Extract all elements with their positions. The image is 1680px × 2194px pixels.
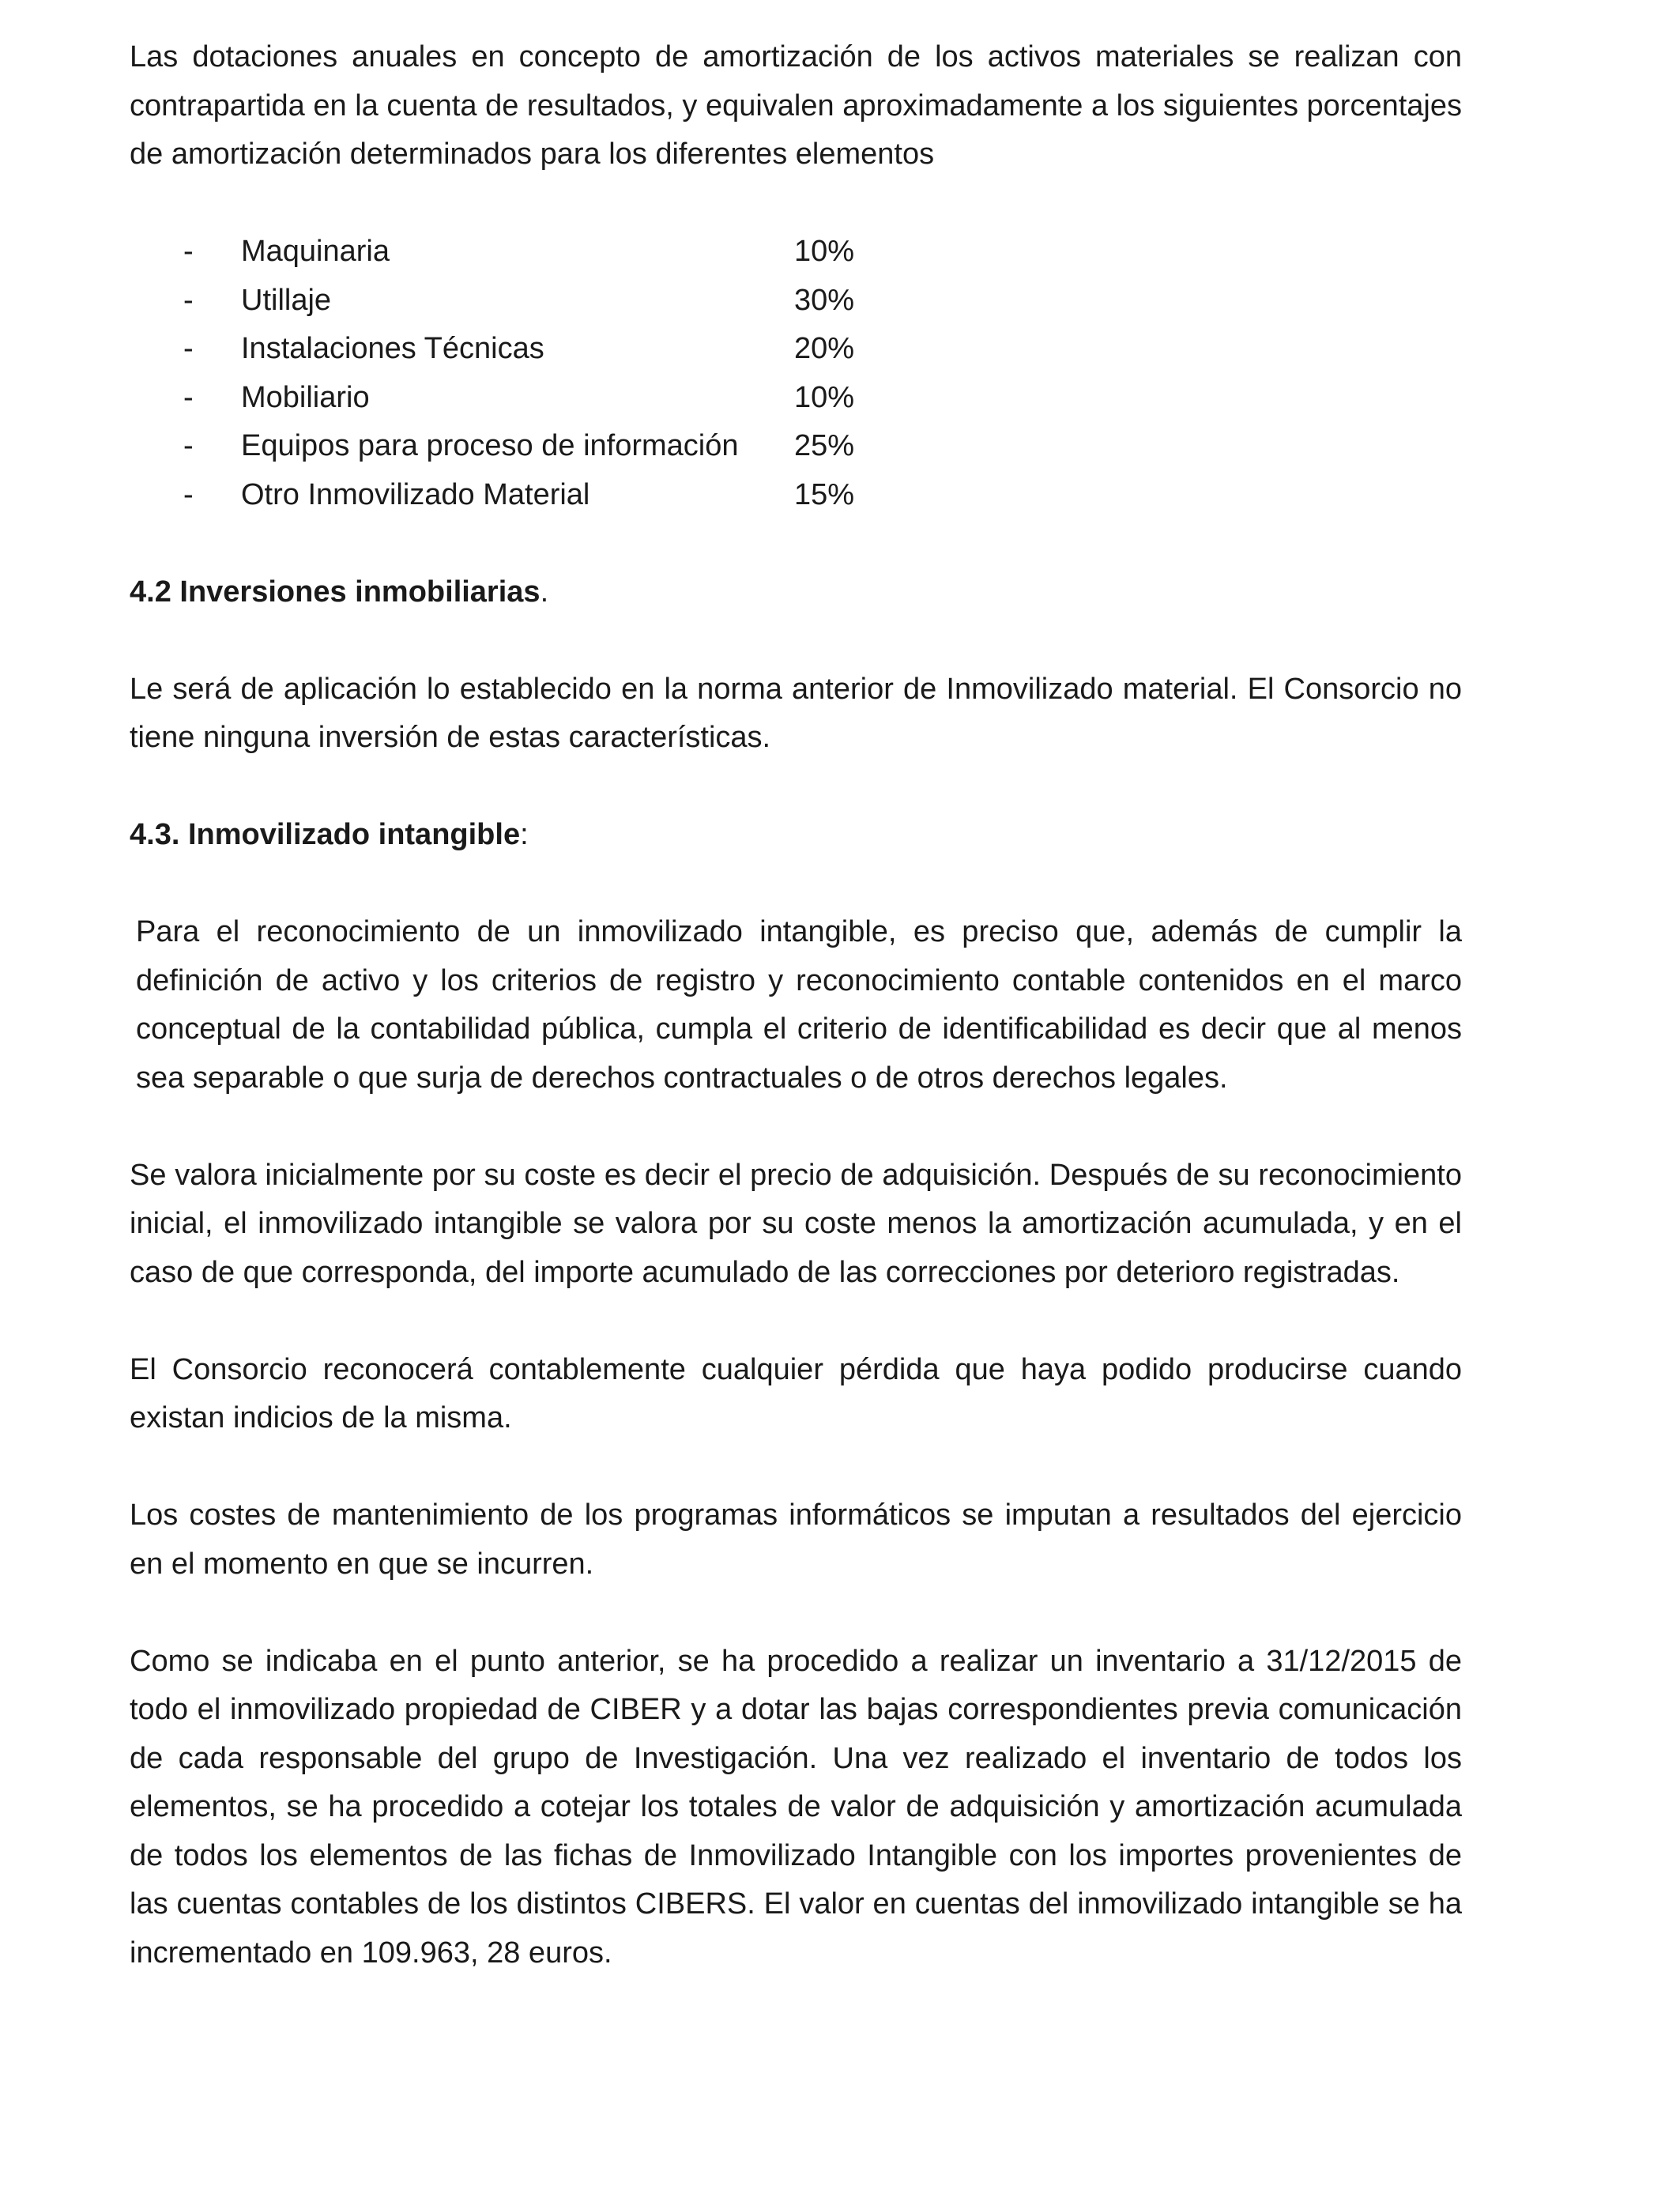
- list-item: [130, 471, 1462, 520]
- section-heading-text: 4.2 Inversiones inmobiliarias: [130, 575, 541, 609]
- list-item: [130, 374, 1462, 423]
- depreciation-rate: 10%: [794, 380, 855, 414]
- spacer: [130, 763, 1462, 812]
- spacer: [130, 1443, 1462, 1492]
- section-heading: [130, 811, 1462, 860]
- depreciation-rate: 10%: [794, 235, 855, 268]
- asset-category-label: Otro Inmovilizado Material: [241, 477, 590, 511]
- list-bullet: -: [183, 380, 194, 414]
- asset-category-label: Mobiliario: [241, 380, 370, 414]
- section-heading: [130, 568, 1462, 617]
- spacer: [130, 519, 1462, 568]
- spacer: [130, 860, 1462, 909]
- list-bullet: -: [183, 235, 194, 268]
- depreciation-rate: 30%: [794, 283, 855, 317]
- depreciation-rate: 15%: [794, 477, 855, 511]
- paragraph: Se valora inicialmente por su coste es decir el precio de adquisición. Después de su reconocimiento inicial, el inmovilizado intangible se valora por su coste menos la amortización acumulada, y en el caso de que corresponda, del importe acumulado de las correcciones por deterioro registradas.: [130, 1158, 1462, 1289]
- asset-category-label: Equipos para proceso de información: [241, 429, 739, 462]
- section-heading-text: 4.3. Inmovilizado intangible: [130, 818, 521, 851]
- paragraph: Como se indicaba en el punto anterior, se ha procedido a realizar un inventario a 31/12/2015 de todo el inmovilizado propiedad de CIBER y a dotar las bajas correspondientes previa comunicación de cada responsable del grupo de Investigación. Una vez realizado el inventario de todos los elementos, se ha procedido a cotejar los totales de valor de adquisición y amortización acumulada de todos los elementos de las fichas de Inmovilizado Intangible con los importes provenientes de las cuentas contables de los distintos CIBERS. El valor en cuentas del inmovilizado intangible se ha incrementado en 109.963, 28 euros.: [130, 1644, 1462, 1970]
- spacer: [130, 616, 1462, 665]
- spacer: [130, 179, 1462, 228]
- list-item: [130, 325, 1462, 374]
- document-page: [130, 33, 1462, 1977]
- section-heading-punctuation: .: [540, 575, 549, 609]
- list-bullet: -: [183, 283, 194, 317]
- section-heading-punctuation: :: [520, 818, 529, 851]
- list-bullet: -: [183, 477, 194, 511]
- list-item: [130, 277, 1462, 326]
- paragraph: Los costes de mantenimiento de los programas informáticos se imputan a resultados del ejercicio en el momento en que se incurren.: [130, 1498, 1462, 1581]
- depreciation-rate-list: [130, 228, 1462, 519]
- asset-category-label: Instalaciones Técnicas: [241, 332, 544, 365]
- intro-paragraph: Las dotaciones anuales en concepto de amortización de los activos materiales se realizan con contrapartida en la cuenta de resultados, y equivalen aproximadamente a los siguientes porcentajes de amortización determinados para los diferentes elementos: [130, 40, 1462, 171]
- list-bullet: -: [183, 332, 194, 365]
- spacer: [130, 1589, 1462, 1638]
- asset-category-label: Utillaje: [241, 283, 332, 317]
- asset-category-label: Maquinaria: [241, 235, 390, 268]
- spacer: [130, 1297, 1462, 1346]
- list-item: [130, 228, 1462, 277]
- paragraph: Le será de aplicación lo establecido en la norma anterior de Inmovilizado material. El Consorcio no tiene ninguna inversión de estas características.: [130, 672, 1462, 754]
- paragraph: El Consorcio reconocerá contablemente cualquier pérdida que haya podido producirse cuando existan indicios de la misma.: [130, 1352, 1462, 1434]
- spacer: [130, 1103, 1462, 1152]
- depreciation-rate: 25%: [794, 429, 855, 462]
- paragraph: Para el reconocimiento de un inmovilizado intangible, es preciso que, además de cumplir la definición de activo y los criterios de registro y reconocimiento contable contenidos en el marco conceptual de la contabilidad pública, cumpla el criterio de identificabilidad es decir que al menos sea separable o que surja de derechos contractuales o de otros derechos legales.: [136, 915, 1462, 1095]
- depreciation-rate: 20%: [794, 332, 855, 365]
- list-bullet: -: [183, 429, 194, 462]
- list-item: [130, 422, 1462, 471]
